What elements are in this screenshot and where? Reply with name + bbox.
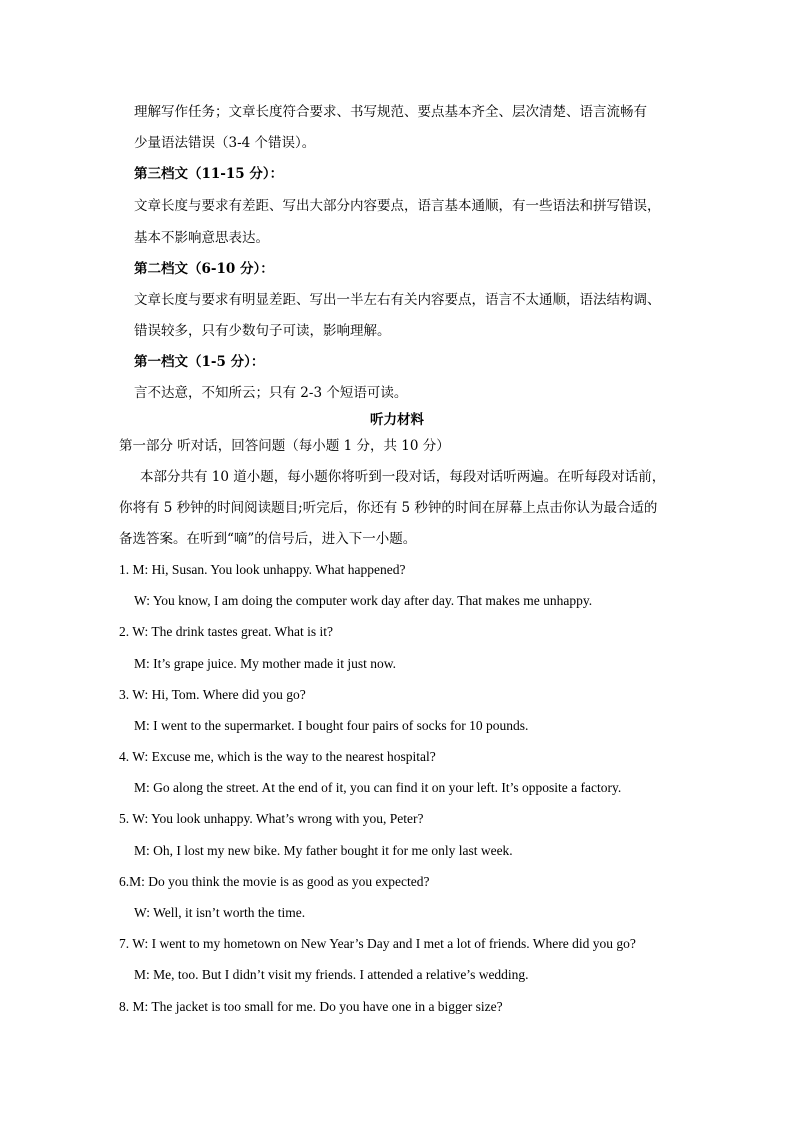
- tier2-line-2: 错误较多，只有少数句子可读，影响理解。: [134, 323, 391, 339]
- tier1-heading: 第一档文（1-5 分）：: [134, 354, 265, 370]
- dialogue-1-question: 1. M: Hi, Susan. You look unhappy. What happened?: [119, 562, 406, 577]
- intro-line-1: 本部分共有 10 道小题，每小题你将听到一段对话，每段对话听两遍。在听每段对话前，: [140, 469, 666, 485]
- intro-line-2: 你将有 5 秒钟的时间阅读题目;听完后，你还有 5 秒钟的时间在屏幕上点击你认为最合适的: [119, 500, 658, 516]
- tier2-heading: 第二档文（6-10 分）：: [134, 261, 274, 277]
- tier3-heading: 第三档文（11-15 分）：: [134, 166, 284, 182]
- dialogue-8-question: 8. M: The jacket is too small for me. Do you have one in a bigger size?: [119, 999, 503, 1014]
- scoring-line-2: 少量语法错误（3-4 个错误）。: [134, 135, 316, 151]
- dialogue-7-answer: M: Me, too. But I didn’t visit my friends. I attended a relative’s wedding.: [134, 967, 529, 982]
- intro-line-3: 备选答案。在听到“嘀”的信号后，进入下一小题。: [119, 531, 417, 547]
- dialogue-4-answer: M: Go along the street. At the end of it, you can find it on your left. It’s opposite a factory.: [134, 780, 622, 795]
- dialogue-6-question: 6.M: Do you think the movie is as good as you expected?: [119, 874, 430, 889]
- dialogue-5-question: 5. W: You look unhappy. What’s wrong with you, Peter?: [119, 811, 424, 826]
- dialogue-2-answer: M: It’s grape juice. My mother made it just now.: [134, 656, 396, 671]
- dialogue-4-question: 4. W: Excuse me, which is the way to the nearest hospital?: [119, 749, 436, 764]
- dialogue-3-answer: M: I went to the supermarket. I bought four pairs of socks for 10 pounds.: [134, 718, 529, 733]
- dialogue-3-question: 3. W: Hi, Tom. Where did you go?: [119, 687, 306, 702]
- part-heading: 第一部分 听对话，回答问题（每小题 1 分，共 10 分）: [119, 438, 450, 454]
- dialogue-5-answer: M: Oh, I lost my new bike. My father bought it for me only last week.: [134, 843, 513, 858]
- dialogue-6-answer: W: Well, it isn’t worth the time.: [134, 905, 306, 920]
- tier2-line-1: 文章长度与要求有明显差距、写出一半左右有关内容要点，语言不太通顺，语法结构调、: [134, 292, 661, 308]
- listening-title: 听力材料: [370, 412, 424, 428]
- tier3-line-2: 基本不影响意思表达。: [134, 230, 269, 246]
- dialogue-7-question: 7. W: I went to my hometown on New Year’s Day and I met a lot of friends. Where did you go?: [119, 936, 636, 951]
- tier3-line-1: 文章长度与要求有差距、写出大部分内容要点，语言基本通顺，有一些语法和拼写错误，: [134, 198, 661, 214]
- tier1-line-1: 言不达意，不知所云；只有 2-3 个短语可读。: [134, 385, 408, 401]
- scoring-line-1: 理解写作任务；文章长度符合要求、书写规范、要点基本齐全、层次清楚、语言流畅有: [134, 104, 647, 120]
- dialogue-1-answer: W: You know, I am doing the computer work day after day. That makes me unhappy.: [134, 593, 593, 608]
- dialogue-2-question: 2. W: The drink tastes great. What is it?: [119, 624, 333, 639]
